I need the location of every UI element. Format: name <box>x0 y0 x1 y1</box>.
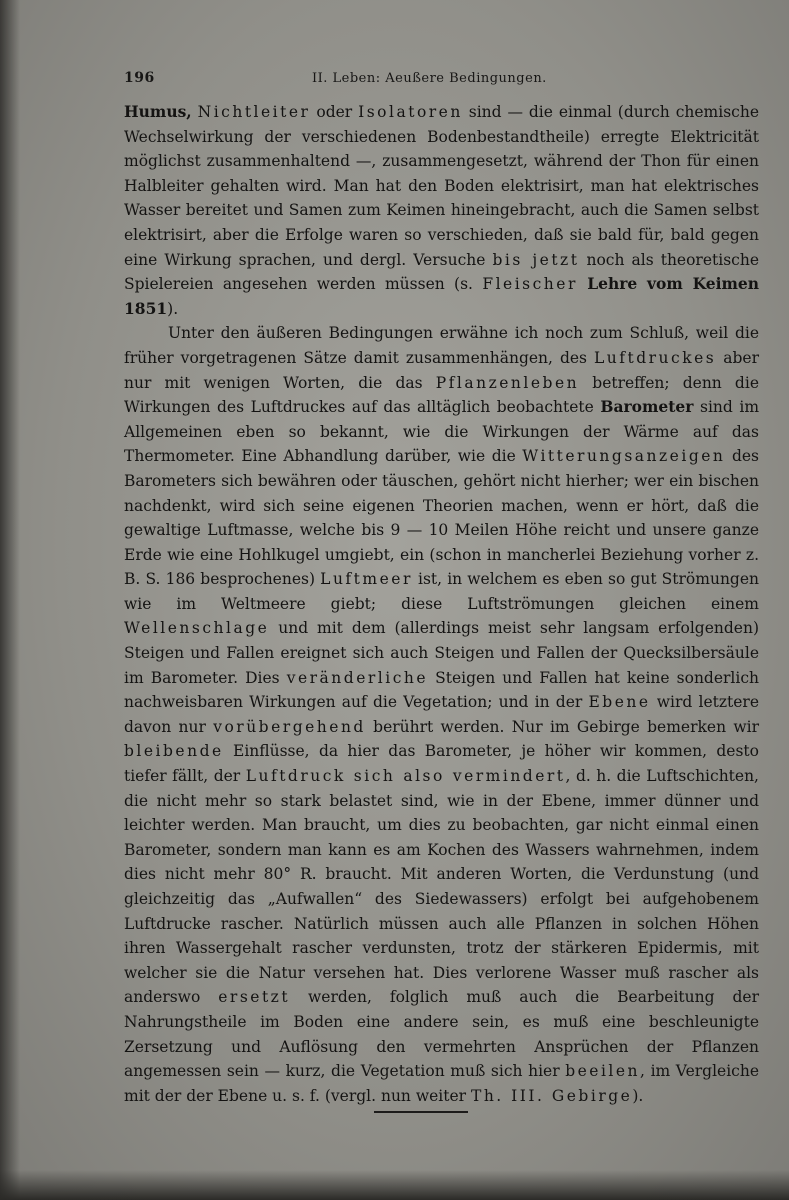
term-humus: Humus, <box>124 102 192 121</box>
text-run: sind — die einmal (durch chemische Wechselwirkung der verschiedenen Bodenbestandtheile) erregte Elektricität möglichst zusammenhaltend —, zusammengesetzt, während der Thon für einen Halbleiter gehalten wird. Man hat den Boden elektrisirt, man hat elektrisches Wasser bereitet und Samen zum Keimen hineingebracht, auch die Samen selbst elektrisirt, aber die Erfolge waren so verschieden, daß sie bald für, bald gegen eine Wirkung sprachen, und dergl. Versuche <box>124 103 759 269</box>
term-luftdruckes: Luftdruckes <box>593 348 717 367</box>
page-bottom-shadow <box>0 1170 789 1200</box>
emphasis-bis-jetzt: bis jetzt <box>492 250 580 269</box>
text-run: ). <box>632 1086 644 1105</box>
text-run: sind im Allgemeinen eben so bekannt, wie die Wirkungen der Wärme auf das Thermometer. Eine Abhandlung darüber, wie die <box>124 398 760 466</box>
paragraph-2 <box>124 321 759 1108</box>
term-pflanzenleben: Pflanzenleben <box>435 373 580 392</box>
author-fleischer: Fleischer <box>482 275 578 294</box>
term-wellenschlage: Wellenschlage <box>124 619 270 638</box>
text-run: , d. h. die Luftschichten, die nicht mehr so stark belastet sind, wie in der Ebene, immer dünner und leichter werden. Man braucht, um dies zu beobachten, gar nicht einmal einen Barometer, sondern man kann es am Kochen des Wassers wahrnehmen, indem dies nicht mehr 80° R. braucht. Mit anderen Worten, die Verdunstung (und gleichzeitig das „Aufwallen“ des Siedewassers) erfolgt bei aufgehobenem Luftdrucke rascher. Natürlich müssen auch alle Pflanzen in solchen Höhen ihren Wassergehalt rascher verdunsten, trotz der stärkeren Epidermis, mit welcher sie die Natur versehen hat. Dies verlorene Wasser muß rascher als anderswo <box>124 767 759 1007</box>
text-run: berührt werden. Nur im Gebirge bemerken wir <box>365 717 759 736</box>
term-beeilen: beeilen <box>565 1062 641 1081</box>
term-ebene: Ebene <box>588 693 651 712</box>
term-veraenderliche: veränderliche <box>286 668 429 687</box>
text-run: Einflüsse, da hier das Barometer, je höher wir kommen, desto tiefer fällt, der <box>124 742 759 786</box>
page-left-shadow <box>0 0 20 1200</box>
book-title-reference: Lehre vom Keimen 1851 <box>124 274 759 318</box>
term-voruebergehend: vorübergehend <box>213 717 366 736</box>
text-run: Unter den äußeren Bedingungen erwähne ich noch zum Schluß, weil die früher vorgetragenen Sätze damit zusammenhängen, des <box>124 324 759 367</box>
text-run: und mit dem (allerdings meist sehr langsam erfolgenden) Steigen und Fallen ereignet sich auch Steigen und Fallen der Quecksilbersäule im Barometer. Dies <box>124 619 759 687</box>
text-run: ist, in welchem es eben so gut Strömungen wie im Weltmeere giebt; diese Luftströmungen gleichen einem <box>124 570 760 613</box>
term-nichtleiter: Nichtleiter <box>197 103 311 121</box>
body-text <box>124 100 759 1108</box>
text-run: Steigen und Fallen hat keine sonderlich nachweisbaren Wirkungen auf die Vegetation; und in der <box>124 668 760 712</box>
text-run: oder <box>310 103 359 121</box>
term-luftdruck-vermindert: Luftdruck sich also vermindert <box>245 767 566 786</box>
paragraph-1 <box>124 100 759 321</box>
running-head: II. Leben: Aeußere Bedingungen. <box>312 71 547 86</box>
section-end-rule <box>374 1111 468 1113</box>
text-run: wird letztere davon nur <box>124 693 759 736</box>
cross-reference: Th. III. Gebirge <box>470 1086 633 1105</box>
term-ersetzt: ersetzt <box>218 988 291 1007</box>
term-bleibende: bleibende <box>124 742 224 761</box>
term-isolatoren: Isolatoren <box>358 103 463 121</box>
term-luftmeer: Luftmeer <box>320 570 413 589</box>
text-run: ). <box>167 299 179 318</box>
page-number: 196 <box>124 70 155 86</box>
text-run: , im Vergleiche mit der der Ebene u. s. f. (vergl. nun weiter <box>124 1062 760 1105</box>
text-run: des Barometers sich bewähren oder täuschen, gehört nicht hierher; wer ein bischen nachdenkt, wird sich seine eigenen Theorien machen, wenn er hört, daß die gewaltige Luftmasse, welche bis 9 — 10 Meilen Höhe reicht und unsere ganze Erde wie eine Hohlkugel umgiebt, ein (schon in mancherlei Beziehung vorher z. B. S. 186 besprochenes) <box>124 447 759 589</box>
text-run: aber nur mit wenigen Worten, die das <box>124 348 759 392</box>
term-barometer: Barometer <box>600 397 694 417</box>
term-witterungsanzeigen: Witterungsanzeigen <box>522 447 726 466</box>
text-run: betreffen; denn die Wirkungen des Luftdruckes auf das alltäglich beobachtete <box>124 373 759 417</box>
text-run: werden, folglich muß auch die Bearbeitung der Nahrungstheile im Boden eine andere sein, es muß eine beschleunigte Zersetzung und Auflösung den vermehrten Ansprüchen der Pflanzen angemessen sein — kurz, die Vegetation muß sich hier <box>124 988 759 1081</box>
text-run: noch als theoretische Spielereien angesehen werden müssen (s. <box>124 250 759 294</box>
page-header <box>124 70 764 92</box>
